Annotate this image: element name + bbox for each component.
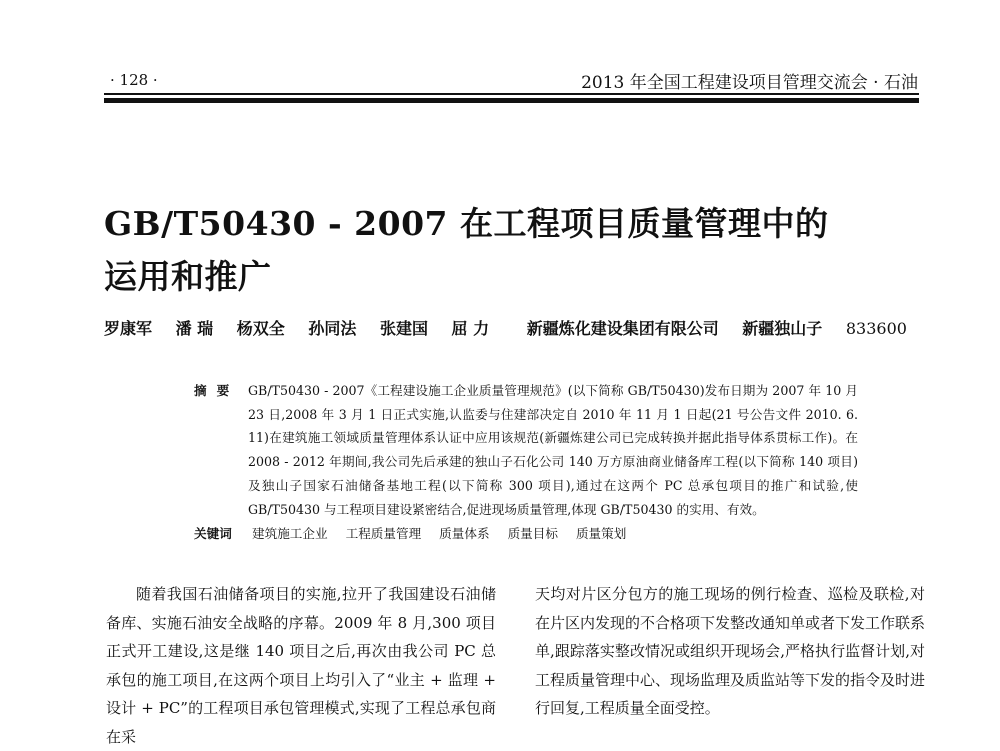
page-number: · 128 ·: [110, 71, 158, 89]
article-title: [104, 197, 924, 303]
title-line-2: 运用和推广: [104, 257, 272, 296]
author-line: [104, 318, 924, 340]
affiliation: 新疆炼化建设集团有限公司: [526, 319, 719, 338]
abstract-text: GB/T50430 - 2007《工程建设施工企业质量管理规范》(以下简称 GB/T50430)发布日期为 2007 年 10 月 23 日,2008 年 3 月 1 日正式实施,认监委与住建部决定自 2010 年 11 月 1 日起(21 号公告文件 2010. 6. 11)在建筑施工领域质量管理体系认证中应用该规范(新疆炼建公司已完成转换并据此指导体系贯标工作)。在 2008 - 2012 年期间,我公司先后承建的独山子石化公司 140 万方原油商业储备库工程(以下简称 140 项目)及独山子国家石油储备基地工程(以下简称 300 项目),通过在这两个 PC 总承包项目的推广和试验,使 GB/T50430 与工程项目建设紧密结合,促进现场质量管理,体现 GB/T50430 的实用、有效。: [248, 383, 858, 517]
header-rule-thin: [104, 93, 919, 95]
running-head: 2013 年全国工程建设项目管理交流会 · 石油: [581, 73, 918, 93]
author-5: 张建国: [379, 319, 428, 338]
keyword-4: 质量目标: [507, 526, 558, 541]
author-1: 罗康军: [104, 319, 153, 338]
body-right-column: 天均对片区分包方的施工现场的例行检查、巡检及联检,对在片区内发现的不合格项下发整改通知单或者下发工作联系单,跟踪落实整改情况或组织开现场会,严格执行监督计划,对工程质量管理中心、现场监理及质监站等下发的指令及时进行回复,工程质量全面受控。: [535, 585, 926, 717]
title-line-1: GB/T50430 - 2007 在工程项目质量管理中的: [104, 204, 829, 243]
keywords-label: 关键词: [194, 526, 232, 541]
body-left-column: 随着我国石油储备项目的实施,拉开了我国建设石油储备库、实施石油安全战略的序幕。2009 年 8 月,300 项目正式开工建设,这是继 140 项目之后,再次由我公司 PC 总承包的施工项目,在这两个项目上均引入了“业主 + 监理 + 设计 + PC”的工程项目承包管理模式,实现了工程总承包商在采: [106, 585, 496, 746]
abstract-label: 摘要: [194, 383, 240, 398]
location: 新疆独山子: [742, 319, 823, 338]
keyword-2: 工程质量管理: [345, 526, 422, 541]
header-rule-thick: [104, 98, 919, 103]
author-3: 杨双全: [236, 319, 285, 338]
author-4: 孙同法: [308, 319, 357, 338]
postcode: 833600: [845, 319, 907, 338]
author-2: 潘 瑞: [175, 319, 214, 338]
keyword-1: 建筑施工企业: [252, 526, 328, 541]
keywords-row: [194, 522, 640, 546]
author-6: 屈 力: [451, 319, 490, 338]
keyword-3: 质量体系: [439, 526, 490, 541]
keyword-5: 质量策划: [575, 526, 627, 541]
